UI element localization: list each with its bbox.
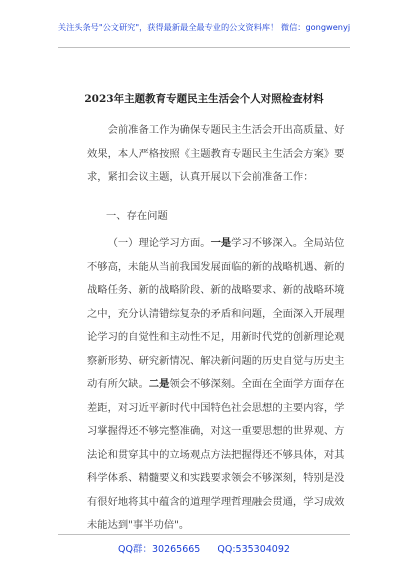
body-text: 动有所欠缺。	[87, 378, 149, 390]
body-text: 差距，对习近平新时代中国特色社会思想的主要内容，学	[87, 401, 345, 414]
body-line	[87, 303, 345, 327]
body-text: （一）理论学习方面。	[107, 237, 211, 249]
intro-line: 会前准备工作为确保专题民主生活会开出高质量、好	[107, 124, 345, 136]
intro-paragraph	[87, 119, 345, 190]
footer-divider	[58, 534, 350, 535]
header-divider	[58, 47, 350, 48]
body-line	[87, 232, 345, 256]
body-text: 习掌握得还不够完整准确，对这一重要思想的世界观、方	[87, 425, 345, 437]
body-text: 学习不够深入。全局站位	[231, 237, 345, 249]
body-line	[87, 444, 345, 468]
body-text: 领会不够深刻。全面在全面学方面存在	[169, 378, 345, 390]
body-text: 有很好地将其中蕴含的道理学理哲理融会贯通，学习成效	[87, 495, 345, 508]
header-banner: 关注头条号"公文研究"，获得最新最全最专业的公文资料库！ 微信：gongwenyj	[57, 22, 351, 32]
body-text: 论学习的自觉性和主动性不足，用新时代党的创新理论观	[87, 331, 345, 343]
footer-contact	[0, 541, 408, 555]
intro-line: 求，紧扣会议主题，认真开展以下会前准备工作：	[87, 171, 314, 183]
section-heading: 一、存在问题	[106, 210, 168, 222]
body-line	[87, 350, 345, 374]
body-text: 科学体系、精髓要义和实践要求领会不够深刻，特别是没	[87, 472, 345, 484]
body-line	[87, 373, 345, 397]
body-text: 未能达到"事半功倍"。	[87, 519, 190, 531]
body-paragraph	[87, 232, 345, 538]
document-title: 2023年主题教育专题民主生活会个人对照检查材料	[84, 93, 324, 105]
body-text: 之中，充分认清错综复杂的矛盾和问题，全面深入开展理	[87, 307, 345, 320]
body-line	[87, 279, 345, 303]
body-line	[87, 256, 345, 280]
body-line	[87, 467, 345, 491]
body-text: 不够高，未能从当前我国发展面临的新的战略机遇、新的	[87, 260, 345, 273]
body-line	[87, 326, 345, 350]
emphasis-marker: 二是	[148, 378, 170, 390]
emphasis-marker: 一是	[210, 237, 232, 249]
body-text: 察新形势、研究新情况、解决新问题的历史自觉与历史主	[87, 354, 345, 367]
body-text: 法论和贯穿其中的立场观点方法把握得还不够具体，对其	[87, 448, 345, 461]
body-text: 战略任务、新的战略阶段、新的战略要求、新的战略环境	[87, 284, 345, 296]
qq-text: QQ:535304092	[217, 544, 290, 555]
body-line	[87, 491, 345, 515]
body-line	[87, 397, 345, 421]
qq-group-text: QQ群：30265665	[118, 544, 201, 555]
body-line	[87, 420, 345, 444]
intro-line: 效果，本人严格按照《主题教育专题民主生活会方案》要	[87, 147, 345, 160]
